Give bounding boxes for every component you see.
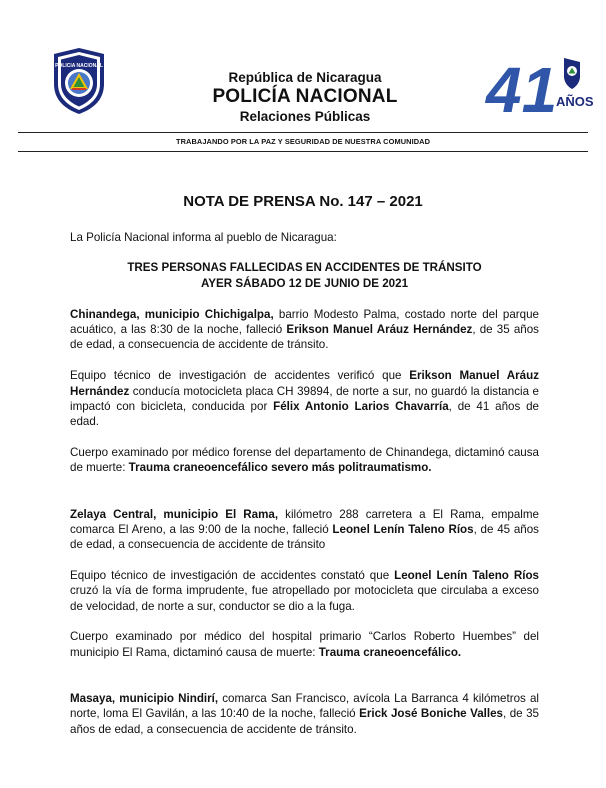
case-1-place: Chinandega, municipio Chichigalpa, [70, 307, 274, 321]
case-1-text: , de 35 años de edad, a consecuencia de accidente de tránsito. [70, 323, 539, 352]
case-3-text: comarca San Francisco, avícola La Barranca 4 kilómetros al norte, loma El Gavilán, a las 10:40 de la noche, falleció [70, 691, 539, 721]
case-2-victim-ref: Leonel Lenín Taleno Ríos [394, 568, 539, 582]
case-2-text: Cuerpo examinado por médico del hospital primario “Carlos Roberto Huembes” del municipio El Rama, dictaminó causa de muerte: [70, 630, 539, 659]
case-1-paragraph-1 [70, 307, 539, 353]
case-2-text: Equipo técnico de investigación de accidentes constató que [70, 568, 395, 582]
svg-text:AÑOS: AÑOS [556, 94, 594, 109]
headline-line-2: AYER SÁBADO 12 DE JUNIO DE 2021 [200, 276, 409, 290]
case-1-text: Equipo técnico de investigación de accidentes verificó que [70, 369, 410, 383]
case-2-text: , de 45 años de edad, a consecuencia de accidente de tránsito [70, 522, 539, 552]
case-3-paragraph-1 [70, 691, 539, 737]
case-2-cause: Trauma craneoencefálico. [318, 645, 462, 659]
headline-line-1: TRES PERSONAS FALLECIDAS EN ACCIDENTES DE TRÁNSITO [127, 261, 482, 275]
case-2-text: cruzó la vía de forma imprudente, fue atropellado por motocicleta que circulaba a exceso de velocidad, de norte a sur, conductor se dio a la fuga. [70, 584, 539, 613]
case-2-place: Zelaya Central, municipio El Rama, [70, 507, 279, 521]
institution-name: POLICÍA NACIONAL [212, 86, 398, 107]
case-2-paragraph-1 [70, 507, 539, 553]
press-release-body [70, 230, 539, 737]
case-1-victim: Erikson Manuel Aráuz Hernández [286, 323, 473, 337]
intro-paragraph: La Policía Nacional informa al pueblo de Nicaragua: [70, 231, 337, 244]
svg-text:POLICIA NACIONAL: POLICIA NACIONAL [55, 63, 103, 69]
case-1-driver: Erikson Manuel Aráuz Hernández [70, 369, 539, 398]
case-1-cause: Trauma craneoencefálico severo más politraumatismo. [128, 461, 432, 475]
motto: TRABAJANDO POR LA PAZ Y SEGURIDAD DE NUESTRA COMUNIDAD [175, 137, 431, 146]
case-3-text: , de 35 años de edad, a consecuencia de accidente de tránsito. [70, 707, 539, 736]
press-release-title: NOTA DE PRENSA No. 147 – 2021 [183, 193, 423, 210]
case-1-other-party: Félix Antonio Larios Chavarría [273, 399, 449, 413]
case-2-victim: Leonel Lenín Taleno Ríos [332, 522, 474, 536]
anniversary-41-logo [484, 52, 594, 126]
case-1-paragraph-3 [70, 445, 539, 476]
case-1-text: barrio Modesto Palma, costado norte del parque acuático, a las 8:30 de la noche, falleció [70, 307, 540, 337]
header-rule-bottom [18, 151, 588, 152]
case-1-text: , de 41 años de edad. [70, 399, 539, 429]
department-name: Relaciones Públicas [239, 109, 371, 124]
case-2-paragraph-2 [70, 568, 539, 614]
case-3-place: Masaya, municipio Nindirí, [70, 691, 219, 705]
headline [70, 260, 539, 291]
case-1-text: Cuerpo examinado por médico forense del departamento de Chinandega, dictaminó causa de muerte: [70, 445, 539, 475]
header-text [150, 70, 460, 125]
svg-text:41: 41 [486, 54, 558, 126]
header-rule-top [18, 132, 588, 133]
case-1-paragraph-2 [70, 368, 539, 429]
case-2-paragraph-3 [70, 629, 539, 660]
police-shield-logo [51, 46, 107, 116]
case-1-text: conducía motocicleta placa CH 39894, de norte a sur, no guardó la distancia e impactó con bicicleta, conducida por [70, 384, 539, 413]
case-2-text: kilómetro 288 carretera a El Rama, empalme comarca El Areno, a las 9:00 de la noche, falleció [70, 507, 539, 536]
country-name: República de Nicaragua [228, 70, 382, 85]
case-3-victim: Erick José Boniche Valles [359, 707, 503, 721]
